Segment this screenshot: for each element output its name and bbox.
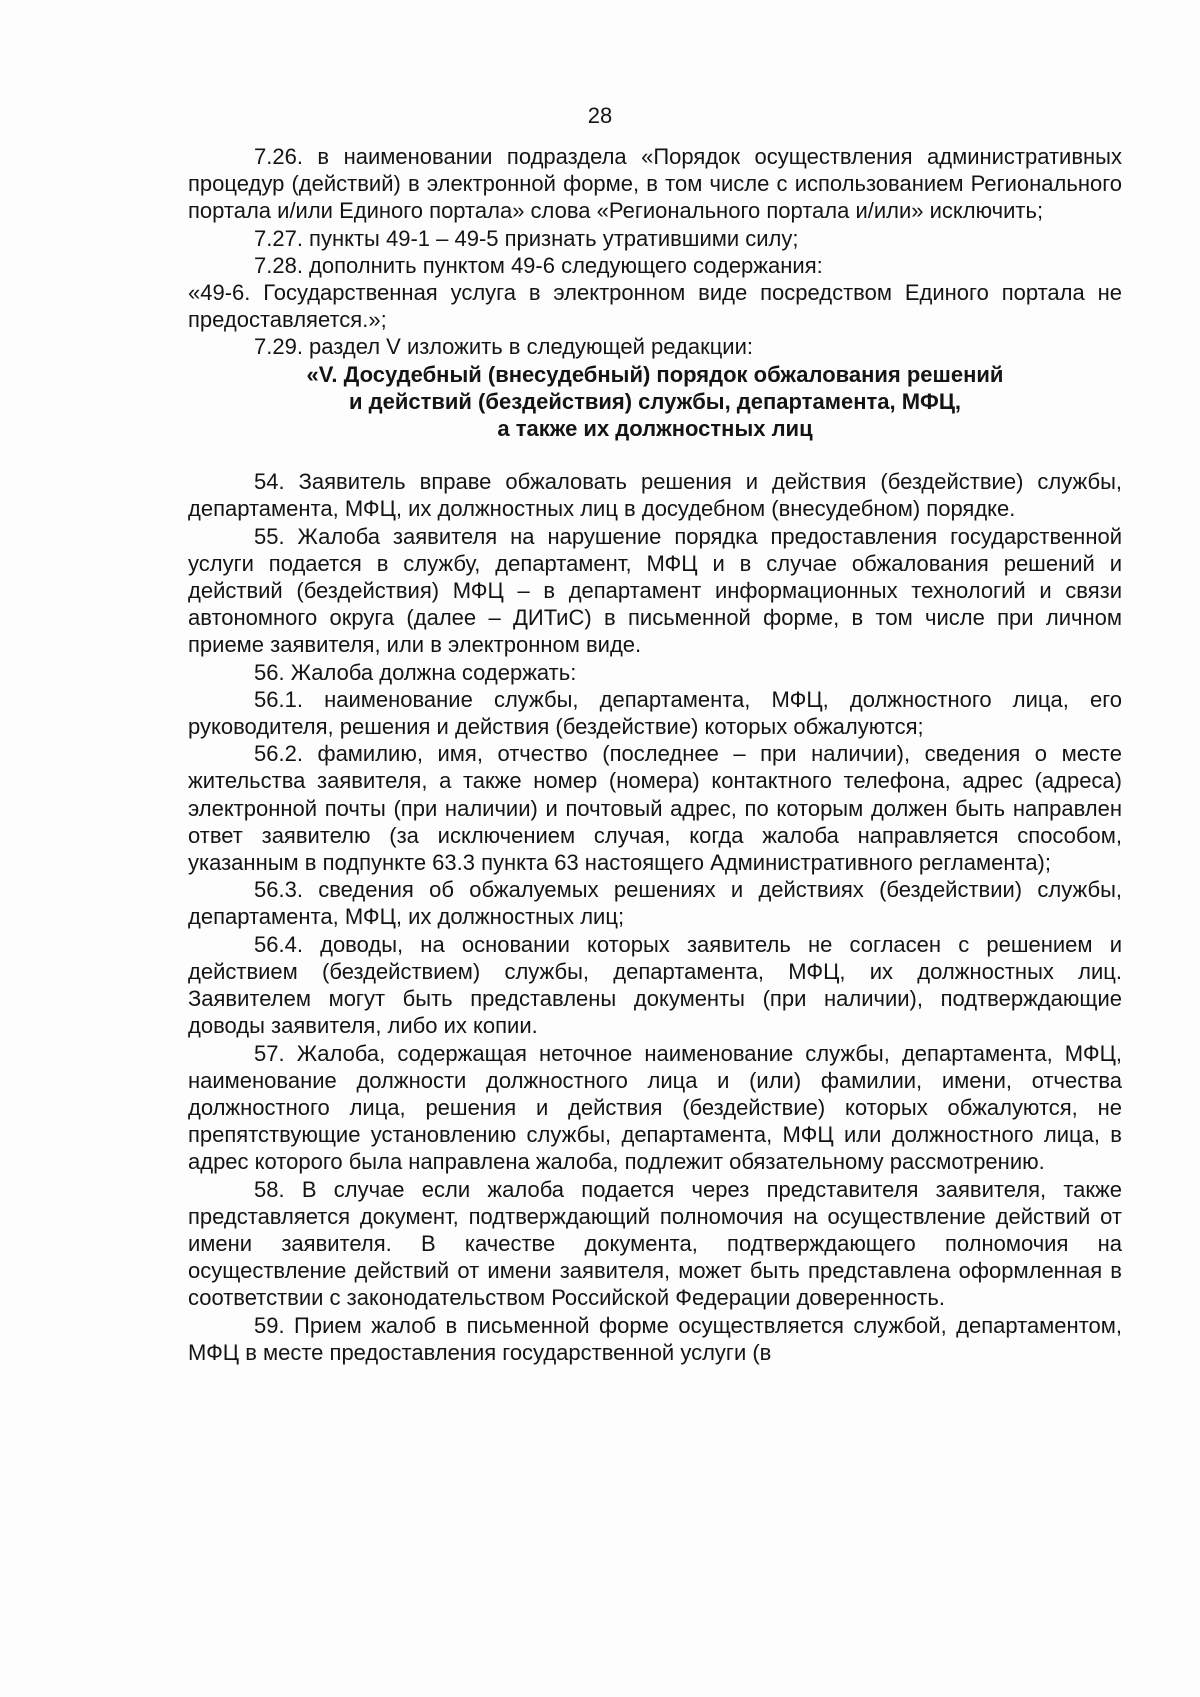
section-heading-line-2: и действий (бездействия) службы, департамента, МФЦ, xyxy=(348,388,962,414)
page-number: 28 xyxy=(587,103,613,128)
paragraph-56-2: 56.2. фамилию, имя, отчество (последнее – при наличии), сведения о месте жительства заявителя, а также номер (номера) контактного телефона, адрес (адреса) электронной почты (при наличии) и почтовый адрес, по которым должен быть направлен ответ заявителю (за исключением случая, когда жалоба направляется способом, указанным в подпункте 63.3 пункта 63 настоящего Административного регламента); xyxy=(188,741,1122,876)
paragraph-49-6 xyxy=(188,279,1122,333)
paragraph-56-1: 56.1. наименование службы, департамента, МФЦ, должностного лица, его руководителя, решения и действия (бездействие) которых обжалуются; xyxy=(188,686,1122,740)
paragraph-7-28: 7.28. дополнить пунктом 49-6 следующего содержания: xyxy=(254,252,823,278)
paragraph-56-3: 56.3. сведения об обжалуемых решениях и действиях (бездействии) службы, департамента, МФЦ, их должностных лиц; xyxy=(188,877,1122,930)
paragraph-59: 59. Прием жалоб в письменной форме осуществляется службой, департаментом, МФЦ в месте предоставления государственной услуги (в xyxy=(188,1312,1122,1365)
paragraph-55: 55. Жалоба заявителя на нарушение порядка предоставления государственной услуги подается в службу, департамент, МФЦ и в случае обжалования решений и действий (бездействия) МФЦ – в департамент информационных технологий и связи автономного округа (далее – ДИТиС) в письменной форме, в том числе при личном приеме заявителя, или в электронном виде. xyxy=(188,523,1122,658)
paragraph-7-27: 7.27. пункты 49-1 – 49-5 признать утратившими силу; xyxy=(254,225,799,251)
section-heading xyxy=(188,361,1122,443)
paragraph-57: 57. Жалоба, содержащая неточное наименование службы, департамента, МФЦ, наименование должности должностного лица и (или) фамилии, имени, отчества должностного лица, решения и действия (бездействие) которых обжалуются, не препятствующие установлению службы, департамента, МФЦ или должностного лица, в адрес которого была направлена жалоба, подлежит обязательному рассмотрению. xyxy=(188,1040,1122,1175)
paragraph-7-26: 7.26. в наименовании подраздела «Порядок осуществления административных процедур (действий) в электронной форме, в том числе с использованием Регионального портала и/или Единого портала» слова «Регионального портала и/или» исключить; xyxy=(188,144,1122,224)
paragraph-54: 54. Заявитель вправе обжаловать решения и действия (бездействие) службы, департамента, МФЦ, их должностных лиц в досудебном (внесудебном) порядке. xyxy=(188,469,1122,522)
paragraph-7-29: 7.29. раздел V изложить в следующей редакции: xyxy=(254,334,753,360)
section-heading-line-1: «V. Досудебный (внесудебный) порядок обжалования решений xyxy=(306,361,1004,387)
paragraph-56-4: 56.4. доводы, на основании которых заявитель не согласен с решением и действием (бездействием) службы, департамента, МФЦ, их должностных лиц. Заявителем могут быть представлены документы (при наличии), подтверждающие доводы заявителя, либо их копии. xyxy=(188,931,1122,1039)
paragraph-58: 58. В случае если жалоба подается через представителя заявителя, также представляется документ, подтверждающий полномочия на осуществление действий от имени заявителя. В качестве документа, подтверждающего полномочия на осуществление действий от имени заявителя, может быть представлена оформленная в соответствии с законодательством Российской Федерации доверенность. xyxy=(188,1176,1122,1311)
paragraph-56: 56. Жалоба должна содержать: xyxy=(254,659,577,685)
paragraph-49-6-text: «49-6. Государственная услуга в электронном виде посредством Единого портала не предоставляется.»; xyxy=(188,280,1122,333)
section-heading-line-3: а также их должностных лиц xyxy=(497,416,813,442)
document-body xyxy=(188,143,1122,1366)
heading-spacer xyxy=(188,442,1122,468)
